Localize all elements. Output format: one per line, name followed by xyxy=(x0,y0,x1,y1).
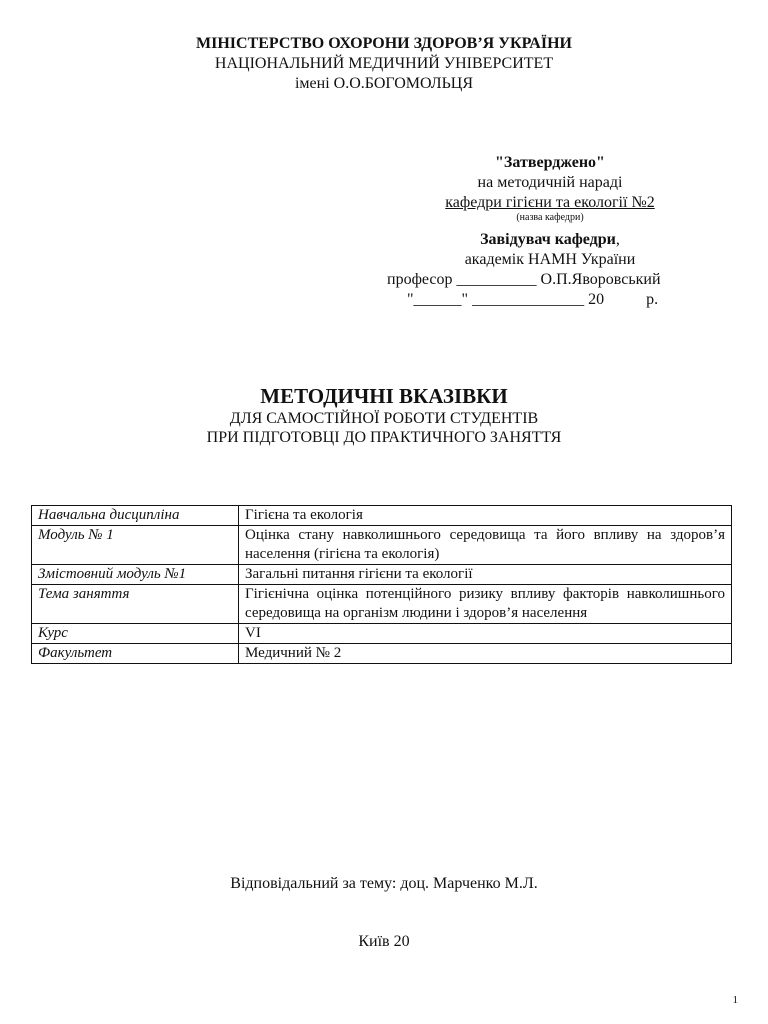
row-value: Загальні питання гігієни та екології xyxy=(239,565,732,585)
table-row xyxy=(32,565,732,585)
date-year-suffix: р. xyxy=(646,291,659,308)
head-role-suffix: , xyxy=(615,231,620,248)
approval-date-line xyxy=(385,290,715,310)
department-note: (назва кафедри) xyxy=(516,212,584,223)
table-row xyxy=(32,526,732,565)
table-row xyxy=(32,644,732,664)
responsible-person: Відповідальний за тему: доц. Марченко М.Л. xyxy=(230,875,538,892)
approval-department: кафедри гігієни та екології №2 xyxy=(445,194,655,211)
title-main: МЕТОДИЧНІ ВКАЗІВКИ xyxy=(260,384,508,408)
title-sub-1: ДЛЯ САМОСТІЙНОЇ РОБОТИ СТУДЕНТІВ xyxy=(229,410,539,427)
university-named-after: імені О.О.БОГОМОЛЬЦЯ xyxy=(294,75,474,92)
document-title xyxy=(0,383,768,447)
approval-block xyxy=(385,153,715,310)
table-row xyxy=(32,624,732,644)
row-label: Змістовний модуль №1 xyxy=(32,565,239,585)
table-row xyxy=(32,585,732,624)
academic-title: академік НАМН України xyxy=(464,251,636,268)
approval-meeting: на методичній нараді xyxy=(477,174,623,191)
title-sub-2: ПРИ ПІДГОТОВЦІ ДО ПРАКТИЧНОГО ЗАНЯТТЯ xyxy=(206,429,562,446)
row-value: Гігієна та екологія xyxy=(239,506,732,526)
ministry-name: МІНІСТЕРСТВО ОХОРОНИ ЗДОРОВ’Я УКРАЇНИ xyxy=(196,35,572,52)
row-label: Модуль № 1 xyxy=(32,526,239,565)
row-value: Медичний № 2 xyxy=(239,644,732,664)
row-label: Тема заняття xyxy=(32,585,239,624)
row-value: Гігієнічна оцінка потенційного ризику впливу факторів навколишнього середовища на організм людини і здоров’я населення xyxy=(239,585,732,624)
row-value: Оцінка стану навколишнього середовища та його впливу на здоров’я населення (гігієна та екологія) xyxy=(239,526,732,565)
row-label: Факультет xyxy=(32,644,239,664)
head-role xyxy=(385,230,715,250)
course-info-table xyxy=(31,505,732,664)
institution-header xyxy=(0,34,768,94)
approval-title: "Затверджено" xyxy=(495,154,605,171)
city-year: Київ 20 xyxy=(358,933,410,950)
table-row xyxy=(32,506,732,526)
row-label: Курс xyxy=(32,624,239,644)
page-number: 1 xyxy=(732,994,738,1006)
head-role-label: Завідувач кафедри xyxy=(480,231,616,248)
date-blank: "______" ______________ 20 xyxy=(407,291,605,308)
row-value: VI xyxy=(239,624,732,644)
row-label: Навчальна дисципліна xyxy=(32,506,239,526)
professor-signature-line: професор __________ О.П.Яворовський xyxy=(387,271,661,288)
university-name: НАЦІОНАЛЬНИЙ МЕДИЧНИЙ УНІВЕРСИТЕТ xyxy=(214,55,554,72)
